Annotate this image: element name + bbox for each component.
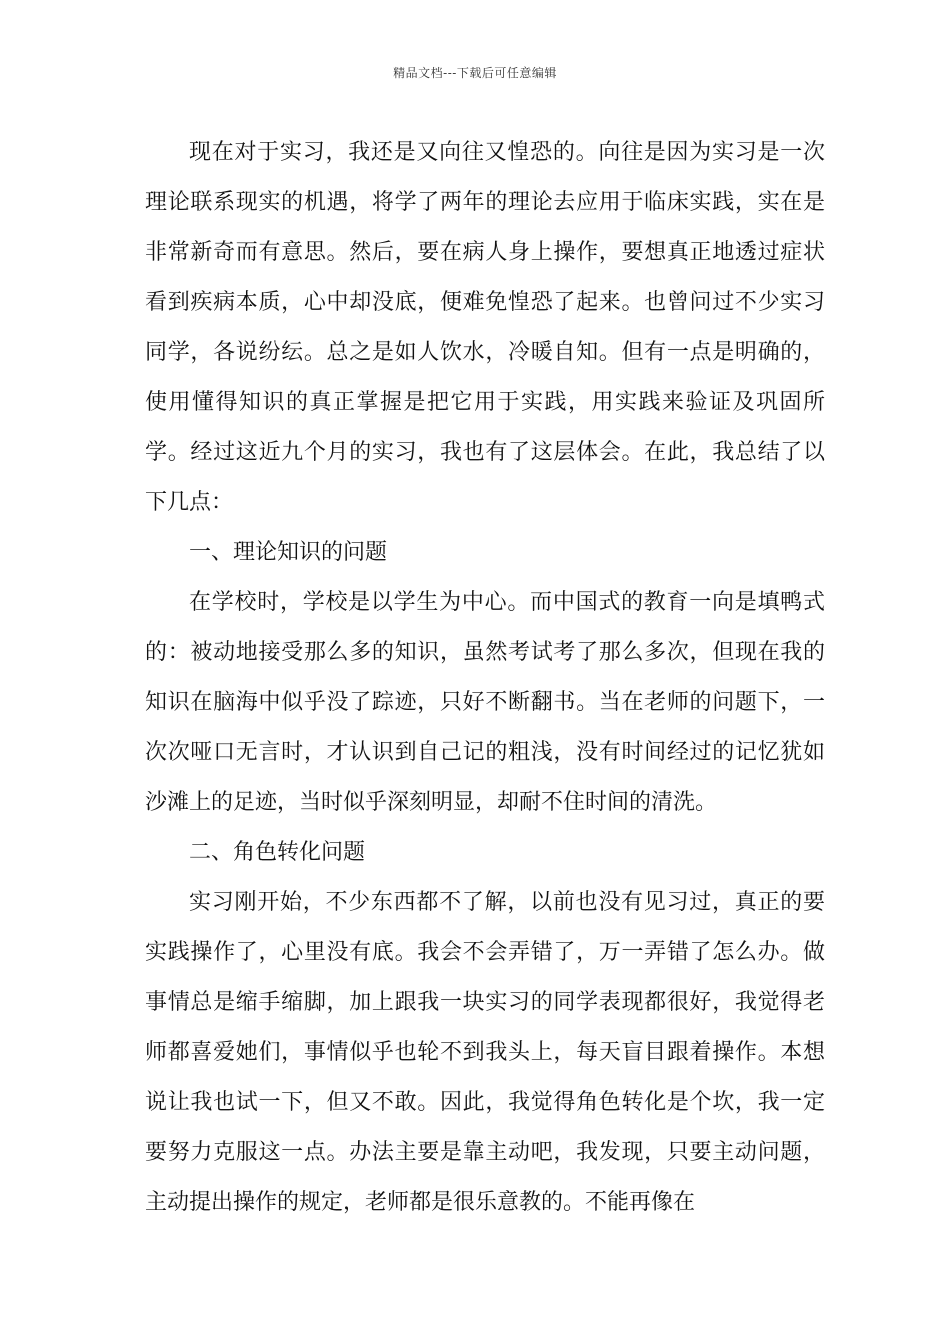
page-header: 精品文档---下载后可任意编辑 <box>393 66 557 80</box>
paragraph-role: 实习刚开始，不少东西都不了解，以前也没有见习过，真正的要实践操作了，心里没有底。我会不会弄错了，万一弄错了怎么办。做事情总是缩手缩脚，加上跟我一块实习的同学表现都很好，我觉得老师都喜爱她们，事情似乎也轮不到我头上，每天盲目跟着操作。本想说让我也试一下，但又不敢。因此，我觉得角色转化是个坎，我一定要努力克服这一点。办法主要是靠主动吧，我发现，只要主动问题，主动提出操作的规定，老师都是很乐意教的。不能再像在 <box>145 890 825 1215</box>
paragraph-intro: 现在对于实习，我还是又向往又惶恐的。向往是因为实习是一次理论联系现实的机遇，将学了两年的理论去应用于临床实践，实在是非常新奇而有意思。然后，要在病人身上操作，要想真正地透过症状看到疾病本质，心中却没底，便难免惶恐了起来。也曾问过不少实习同学，各说纷纭。总之是如人饮水，冷暖自知。但有一点是明确的，使用懂得知识的真正掌握是把它用于实践，用实践来验证及巩固所学。经过这近九个月的实习，我也有了这层体会。在此，我总结了以下几点： <box>145 140 825 515</box>
section-heading-role: 二、角色转化问题 <box>189 840 366 865</box>
document-body <box>145 128 825 1228</box>
section-heading-theory: 一、理论知识的问题 <box>189 540 388 565</box>
paragraph-theory: 在学校时，学校是以学生为中心。而中国式的教育一向是填鸭式的：被动地接受那么多的知识，虽然考试考了那么多次，但现在我的知识在脑海中似乎没了踪迹，只好不断翻书。当在老师的问题下，一次次哑口无言时，才认识到自己记的粗浅，没有时间经过的记忆犹如沙滩上的足迹，当时似乎深刻明显，却耐不住时间的清洗。 <box>145 590 825 815</box>
